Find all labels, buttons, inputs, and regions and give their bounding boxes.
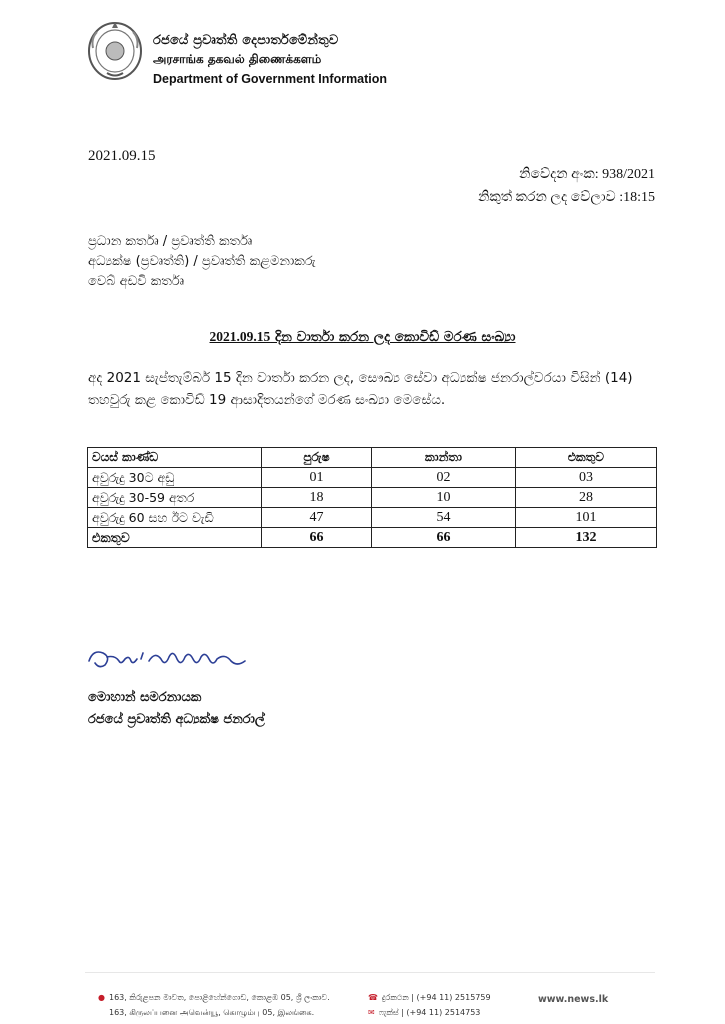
department-name-sinhala: රජයේ ප්‍රවෘත්ති දෙපාර්තමේන්තුව [153, 33, 339, 48]
column-header-total: එකතුව [515, 448, 656, 468]
department-name-tamil: அரசாங்க தகவல் திணைக்களம் [153, 52, 322, 66]
signer-title: රජයේ ප්‍රවෘත්ති අධ්‍යක්ෂ ජනරාල් [88, 712, 265, 727]
recipients-list [88, 232, 316, 292]
age-group-cell: අවුරුදු 60 සහ ඊට වැඩි [88, 508, 262, 528]
heading-text: දින වාර්තා කරන ලද කොවිඩ් මරණ සංඛ්‍යා [270, 329, 516, 345]
handwritten-signature [85, 645, 255, 675]
fax-icon: ✉ [368, 1008, 375, 1017]
phone-icon: ☎ [368, 993, 378, 1002]
table-row [88, 488, 657, 508]
footer-website[interactable]: www.news.lk [538, 994, 609, 1005]
address-sinhala: 163, කිරුළපන මාවත, පොළිහේන්ගොඩ, කොළඹ 05, ශ්‍රී ලංකාව. [108, 993, 330, 1002]
table-row [88, 468, 657, 488]
table-header-row [88, 448, 657, 468]
address-tamil: 163, கிருலப்பனை அவென்யூ, கொழும்பு 05, இலங்கை. [108, 1008, 315, 1017]
female-count-cell: 02 [372, 468, 516, 488]
male-total-cell: 66 [262, 528, 372, 548]
location-pin-icon: ● [98, 993, 105, 1002]
male-count-cell: 18 [262, 488, 372, 508]
government-emblem-icon [85, 18, 145, 82]
fax-number: ෆැක්ස් | (+94 11) 2514753 [378, 1008, 481, 1017]
table-row [88, 508, 657, 528]
signer-name: මොහාන් සමරනායක [88, 690, 202, 705]
recipient-line: අධ්‍යක්ෂ (ප්‍රවෘත්ති) / ප්‍රවෘත්ති කළමනාකරු [88, 254, 316, 269]
heading-date: 2021.09.15 [209, 329, 271, 344]
female-count-cell: 10 [372, 488, 516, 508]
document-date: 2021.09.15 [88, 148, 156, 164]
total-count-cell: 101 [515, 508, 656, 528]
signer-block [88, 687, 265, 731]
male-count-cell: 01 [262, 468, 372, 488]
male-count-cell: 47 [262, 508, 372, 528]
covid-deaths-table [87, 447, 657, 548]
column-header-age-group: වයස් කාණ්ඩ [88, 448, 262, 468]
column-header-male: පුරුෂ [262, 448, 372, 468]
female-count-cell: 54 [372, 508, 516, 528]
total-label-cell: එකතුව [88, 528, 262, 548]
age-group-cell: අවුරුදු 30-59 අතර [88, 488, 262, 508]
issued-time: නිකුත් කරන ලද වේලාව :18:15 [478, 190, 655, 205]
recipient-line: වෙබ් අඩවි කර්තෘ [88, 274, 184, 289]
age-group-cell: අවුරුදු 30ට අඩු [88, 468, 262, 488]
reference-number: නිවේදන අංක: 938/2021 [519, 167, 655, 182]
grand-total-cell: 132 [515, 528, 656, 548]
recipient-line: ප්‍රධාන කර්තෘ / ප්‍රවෘත්ති කර්තෘ [88, 234, 253, 249]
total-count-cell: 28 [515, 488, 656, 508]
reference-block [478, 163, 655, 209]
document-heading [0, 329, 725, 345]
footer-contact [368, 990, 491, 1020]
phone-number: දුරකථන | (+94 11) 2515759 [381, 993, 491, 1002]
department-name-english: Department of Government Information [153, 72, 388, 86]
footer-address [98, 990, 330, 1020]
column-header-female: කාන්තා [372, 448, 516, 468]
female-total-cell: 66 [372, 528, 516, 548]
body-paragraph: අද 2021 සැප්තැම්බර් 15 දින වාර්තා කරන ලද, සෞඛ්‍ය සේවා අධ්‍යක්ෂ ජනරාල්වරයා විසින් (14) තහවුරු කළ කොවිඩ් 19 ආසාදිතයන්ගේ මරණ සංඛ්‍යා මෙසේය. [88, 370, 633, 408]
table-total-row [88, 528, 657, 548]
total-count-cell: 03 [515, 468, 656, 488]
footer-divider [85, 972, 655, 973]
